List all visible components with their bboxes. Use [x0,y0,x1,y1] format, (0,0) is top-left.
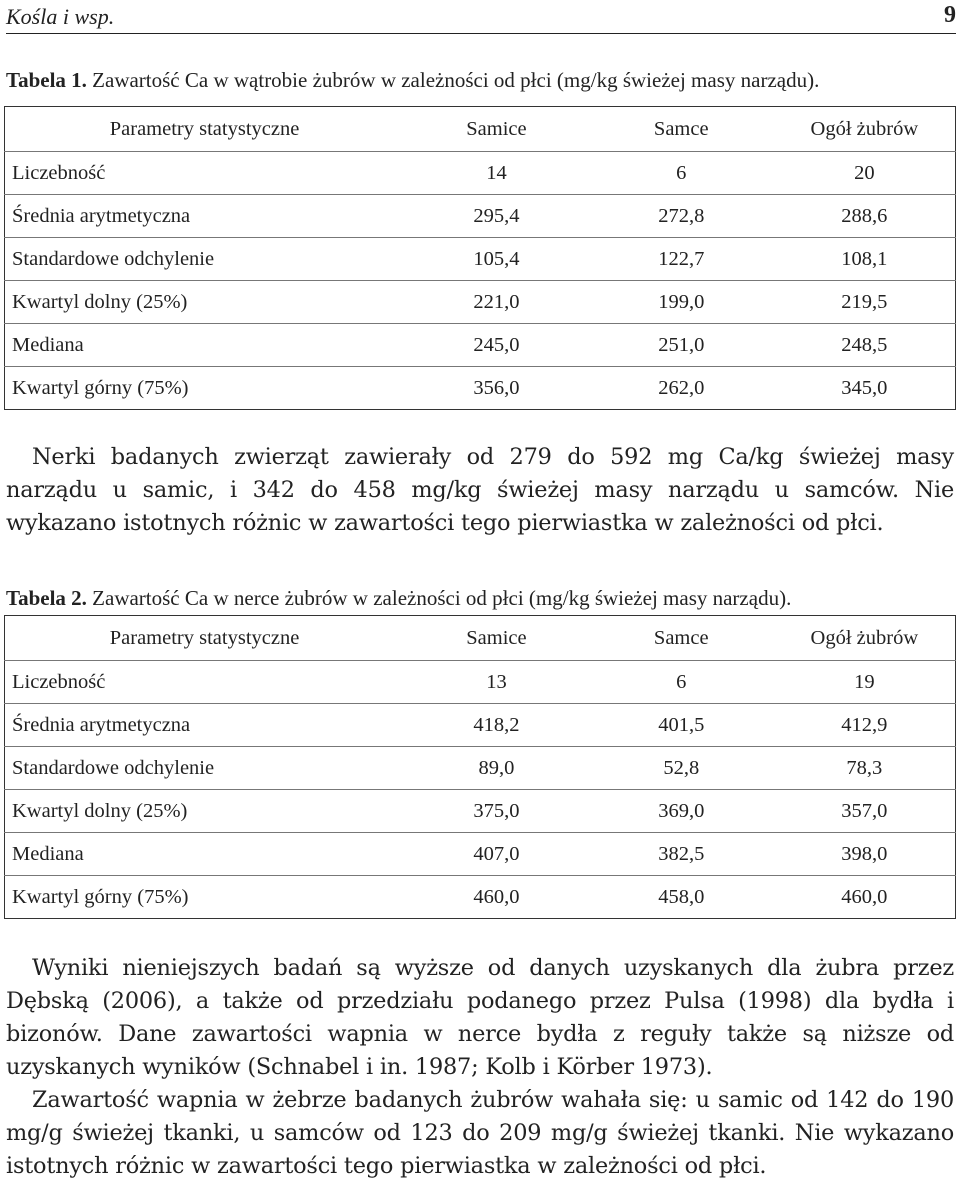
table-row [5,704,956,747]
row-label: Standardowe odchylenie [5,238,405,281]
column-header: Samice [404,107,589,152]
page-header [6,0,956,36]
paragraph-text: Wyniki nieniejszych badań są wyższe od danych uzyskanych dla żubra przez Dębską (2006), a także od przedziału podanego przez Pulsa (1998) dla bydła i bizonów. Dane zawartości wapnia w nerce bydła z reguły także są niższe od uzyskanych wyników (Schnabel i in. 1987; Kolb i Körber 1973). [6,955,954,1080]
table-cell: 19 [774,661,956,704]
row-label: Standardowe odchylenie [5,747,405,790]
column-header: Parametry statystyczne [5,107,405,152]
table-cell: 219,5 [774,281,956,324]
row-label: Kwartyl dolny (25%) [5,281,405,324]
paragraph-text: Nerki badanych zwierząt zawierały od 279 do 592 mg Ca/kg świeżej masy narządu u samic, i 342 do 458 mg/kg świeżej masy narządu u samców. Nie wykazano istotnych różnic w zawartości tego pierwiastka w zależności od płci. [6,444,954,536]
row-label: Kwartyl górny (75%) [5,367,405,410]
table-cell: 356,0 [404,367,589,410]
table-cell: 89,0 [404,747,589,790]
table-cell: 245,0 [404,324,589,367]
table-cell: 369,0 [589,790,774,833]
table-cell: 401,5 [589,704,774,747]
table-cell: 52,8 [589,747,774,790]
table-cell: 398,0 [774,833,956,876]
table2-title: Zawartość Ca w nerce żubrów w zależności od płci (mg/kg świeżej masy narządu). [92,586,792,610]
table-cell: 13 [404,661,589,704]
table-row [5,238,956,281]
column-header: Samce [589,107,774,152]
table2 [4,615,956,919]
table2-header-row [5,616,956,661]
paragraph-comparison [6,952,954,1183]
table-cell: 199,0 [589,281,774,324]
paragraph-text: Zawartość wapnia w żebrze badanych żubrów wahała się: u samic od 142 do 190 mg/g świeżej tkanki, u samców od 123 do 209 mg/g świeżej tkanki. Nie wykazano istotnych różnic w zawartości tego pierwiastka w zależności od płci. [6,1087,954,1179]
table-row [5,876,956,919]
table-row [5,833,956,876]
table-cell: 460,0 [404,876,589,919]
table-cell: 375,0 [404,790,589,833]
table1-label: Tabela 1. [6,68,87,92]
table-row [5,195,956,238]
row-label: Średnia arytmetyczna [5,195,405,238]
table-cell: 221,0 [404,281,589,324]
table-cell: 108,1 [774,238,956,281]
table-cell: 460,0 [774,876,956,919]
column-header: Ogół żubrów [774,107,956,152]
running-title: Kośla i wsp. [6,4,115,29]
paragraph-kidney [6,441,954,540]
table-row [5,747,956,790]
table-row [5,281,956,324]
table-cell: 14 [404,152,589,195]
table-cell: 295,4 [404,195,589,238]
row-label: Kwartyl górny (75%) [5,876,405,919]
table1 [4,106,956,410]
row-label: Kwartyl dolny (25%) [5,790,405,833]
table-cell: 345,0 [774,367,956,410]
table-cell: 6 [589,152,774,195]
row-label: Liczebność [5,152,405,195]
table-row [5,790,956,833]
row-label: Liczebność [5,661,405,704]
table-cell: 262,0 [589,367,774,410]
table-row [5,324,956,367]
table1-header-row [5,107,956,152]
table-cell: 418,2 [404,704,589,747]
row-label: Średnia arytmetyczna [5,704,405,747]
table-cell: 6 [589,661,774,704]
column-header: Samce [589,616,774,661]
column-header: Samice [404,616,589,661]
table-cell: 251,0 [589,324,774,367]
table-cell: 105,4 [404,238,589,281]
table-cell: 357,0 [774,790,956,833]
table-cell: 288,6 [774,195,956,238]
table-row [5,367,956,410]
header-rule [6,33,956,34]
table1-caption [6,68,956,93]
table-cell: 78,3 [774,747,956,790]
table-cell: 407,0 [404,833,589,876]
table-cell: 412,9 [774,704,956,747]
table-row [5,661,956,704]
table-cell: 458,0 [589,876,774,919]
column-header: Parametry statystyczne [5,616,405,661]
column-header: Ogół żubrów [774,616,956,661]
table2-label: Tabela 2. [6,586,87,610]
row-label: Mediana [5,324,405,367]
table-cell: 272,8 [589,195,774,238]
table-row [5,152,956,195]
table2-caption [6,586,956,611]
page-number: 9 [944,2,956,28]
table-cell: 122,7 [589,238,774,281]
table-cell: 20 [774,152,956,195]
table1-title: Zawartość Ca w wątrobie żubrów w zależności od płci (mg/kg świeżej masy narządu). [92,68,820,92]
table-cell: 248,5 [774,324,956,367]
table-cell: 382,5 [589,833,774,876]
row-label: Mediana [5,833,405,876]
